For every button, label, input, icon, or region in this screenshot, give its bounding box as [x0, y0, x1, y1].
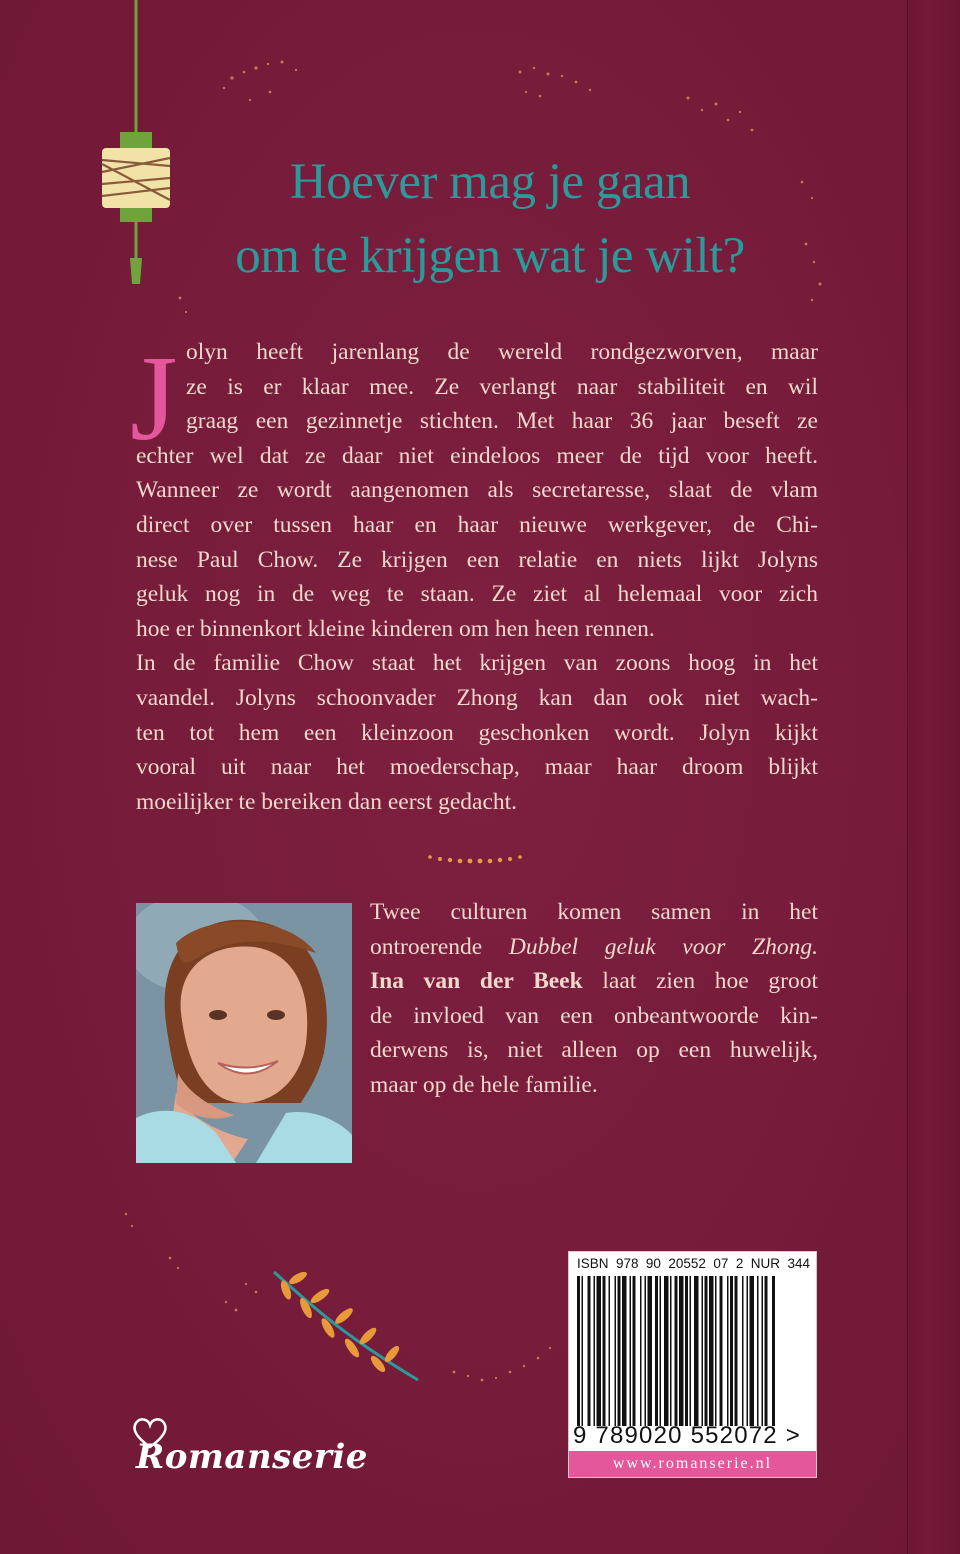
barcode-bar	[679, 1276, 684, 1426]
book-title: Dubbel geluk voor Zhong.	[508, 933, 818, 960]
description-line: direct over tussen haar en haar nieuwe werkgever, de Chi-	[136, 511, 818, 538]
description-line: graag een gezinnetje stichten. Met haar 36 jaar beseft ze	[186, 408, 818, 435]
barcode-bar	[705, 1276, 708, 1426]
blurb-line	[370, 964, 818, 999]
barcode-bar	[618, 1276, 621, 1426]
barcode-bar	[633, 1276, 636, 1426]
headline-line-1: Hoever mag je gaan	[289, 154, 691, 210]
description-line: vaandel. Jolyns schoonvader Zhong kan dan ook niet wach-	[136, 684, 818, 711]
barcode-icon	[577, 1276, 810, 1426]
blurb-line: Twee culturen komen samen in het	[370, 899, 818, 925]
barcode-bar	[664, 1276, 669, 1426]
description-line: vooral uit naar het moederschap, maar haar droom blijkt	[136, 754, 818, 781]
barcode-bar	[609, 1276, 611, 1426]
description-line: Wanneer ze wordt aangenomen als secretaresse, slaat de vlam	[136, 477, 818, 504]
description-line: olyn heeft jarenlang de wereld rondgezworven, maar	[186, 339, 818, 365]
barcode-bar	[622, 1276, 627, 1426]
blurb-line: de invloed van een onbeantwoorde kin-	[370, 1002, 818, 1029]
blurb-line: maar op de hele familie.	[370, 1071, 598, 1098]
barcode-bar	[694, 1276, 699, 1426]
description-line: geluk nog in de weg te staan. Ze ziet al helemaal voor zich	[136, 581, 818, 608]
barcode-bar	[655, 1276, 658, 1426]
barcode-bar	[597, 1276, 602, 1426]
barcode-bar	[730, 1276, 733, 1426]
description-line: nese Paul Chow. Ze krijgen een relatie en niets lijkt Jolyns	[136, 546, 818, 573]
barcode-bar	[772, 1276, 775, 1426]
barcode-digits: 9 789020 552072 >	[573, 1422, 801, 1449]
author-name: Ina van der Beek	[370, 968, 583, 995]
barcode-bar	[747, 1276, 749, 1426]
barcode-bar	[709, 1276, 714, 1426]
barcode-bar	[715, 1276, 717, 1426]
headline-line-2: om te krijgen wat je wilt?	[235, 228, 745, 284]
description-line: moeilijker te bereiken dan eerst gedacht.	[136, 788, 518, 815]
blurb-line	[370, 930, 818, 965]
barcode-bar	[588, 1276, 591, 1426]
barcode-bar	[727, 1276, 729, 1426]
barcode-bar	[690, 1276, 692, 1426]
blurb-line: derwens is, niet alleen op een huwelijk,	[370, 1037, 818, 1064]
barcode-panel	[568, 1251, 817, 1478]
barcode-bar	[742, 1276, 744, 1426]
barcode-bar	[720, 1276, 723, 1426]
website-url: www.romanserie.nl	[569, 1451, 816, 1477]
barcode-bar	[594, 1276, 596, 1426]
barcode-bar	[762, 1276, 764, 1426]
barcode-bar	[615, 1276, 617, 1426]
author-photo	[136, 903, 352, 1163]
barcode-bar	[582, 1276, 584, 1426]
headline	[140, 145, 840, 293]
branch-ornament-icon	[268, 1262, 428, 1392]
description-line: In de familie Chow staat het krijgen van zoons hoog in het	[136, 650, 818, 677]
author-blurb	[370, 895, 818, 1103]
barcode-bar	[685, 1276, 688, 1426]
description-text	[136, 335, 818, 819]
barcode-bar	[750, 1276, 755, 1426]
barcode-bar	[648, 1276, 653, 1426]
isbn-label: ISBN 978 90 20552 07 2 NUR 344	[577, 1256, 810, 1271]
barcode-bar	[675, 1276, 678, 1426]
barcode-bar	[757, 1276, 759, 1426]
drop-cap: J	[130, 331, 178, 466]
barcode-bar	[630, 1276, 632, 1426]
description-line: hoe er binnenkort kleine kinderen om hen heen rennen.	[136, 615, 655, 642]
barcode-bar	[640, 1276, 642, 1426]
description-line: echter wel dat ze daar niet eindeloos meer de tijd voor heeft.	[136, 442, 818, 469]
barcode-bar	[603, 1276, 606, 1426]
barcode-bar	[645, 1276, 647, 1426]
description-line: ten tot hem een kleinzoon geschonken wordt. Jolyn kijkt	[136, 719, 818, 746]
barcode-bar	[765, 1276, 768, 1426]
barcode-bar	[735, 1276, 738, 1426]
barcode-bar	[577, 1276, 580, 1426]
logo-text: Romanserie	[136, 1437, 368, 1477]
barcode-bar	[702, 1276, 704, 1426]
barcode-bar	[660, 1276, 662, 1426]
dotted-separator-icon	[426, 852, 526, 868]
barcode-bar	[670, 1276, 672, 1426]
blurb-line-suffix: laat zien hoe groot	[582, 968, 818, 995]
blurb-line-prefix: ontroerende	[370, 933, 509, 960]
description-line: ze is er klaar mee. Ze verlangt naar stabiliteit en wil	[186, 373, 818, 400]
romanserie-logo	[124, 1415, 368, 1495]
